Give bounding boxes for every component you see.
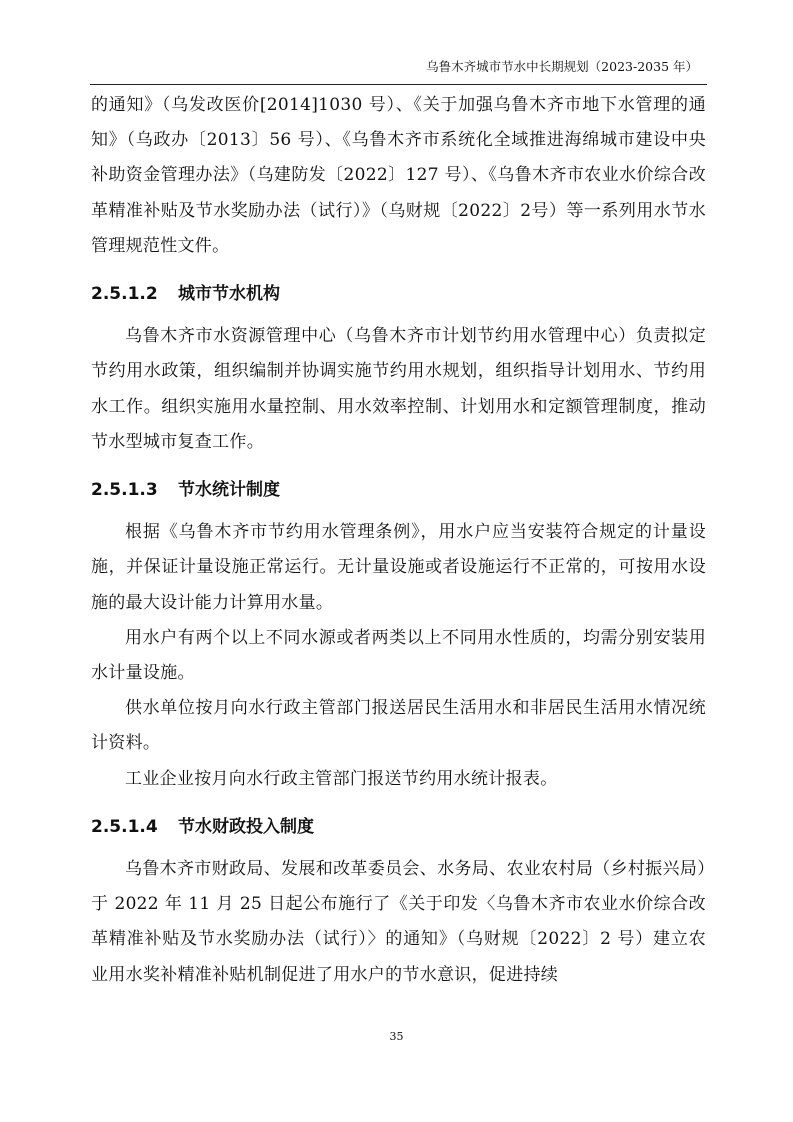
page-number: 35 bbox=[389, 1030, 404, 1043]
paragraph: 用水户有两个以上不同水源或者两类以上不同用水性质的，均需分别安装用水计量设施。 bbox=[91, 627, 706, 684]
section-title: 节水统计制度 bbox=[178, 480, 280, 501]
section-title: 节水财政投入制度 bbox=[178, 816, 314, 837]
paragraph: 工业企业按月向水行政主管部门报送节约用水统计报表。 bbox=[125, 768, 558, 789]
section-number: 2.5.1.4 bbox=[91, 816, 158, 837]
section-number: 2.5.1.3 bbox=[91, 480, 158, 501]
section-heading-2-5-1-4 bbox=[91, 797, 706, 852]
page-content bbox=[91, 88, 706, 993]
paragraph: 乌鲁木齐市水资源管理中心（乌鲁木齐市计划节约用水管理中心）负责拟定节约用水政策，组织编制并协调实施节约用水规划，组织指导计划用水、节约用水工作。组织实施用水量控制、用水效率控制、计划用水和定额管理制度，推动节水型城市复查工作。 bbox=[91, 326, 706, 452]
paragraph: 乌鲁木齐市财政局、发展和改革委员会、水务局、农业农村局（乡村振兴局）于 2022 年 11 月 25 日起公布施行了《关于印发〈乌鲁木齐市农业水价综合改革精准补贴及节水奖励办法（试行）〉的通知》（乌财规〔2022〕2 号）建立农业用水奖补精准补贴机制促进了用水户的节水意识，促进持续 bbox=[91, 859, 706, 985]
section-heading-2-5-1-3 bbox=[91, 460, 706, 515]
section-heading-2-5-1-2 bbox=[91, 264, 706, 319]
intro-paragraph: 的通知》（乌发改医价[2014]1030 号）、《关于加强乌鲁木齐市地下水管理的通知》（乌政办〔2013〕56 号）、《乌鲁木齐市系统化全域推进海绵城市建设中央补助资金管理办法》（乌建防发〔2022〕127 号）、《乌鲁木齐市农业水价综合改革精准补贴及节水奖励办法（试行）》（乌财规〔2022〕2号）等一系列用水节水管理规范性文件。 bbox=[91, 95, 706, 256]
header-rule bbox=[90, 84, 707, 85]
running-header: 乌鲁木齐城市节水中长期规划（2023-2035 年） bbox=[426, 59, 698, 74]
section-number: 2.5.1.2 bbox=[91, 284, 158, 305]
paragraph: 根据《乌鲁木齐市节约用水管理条例》，用水户应当安装符合规定的计量设施，并保证计量设施正常运行。无计量设施或者设施运行不正常的，可按用水设施的最大设计能力计算用水量。 bbox=[91, 522, 706, 613]
section-title: 城市节水机构 bbox=[178, 284, 280, 305]
paragraph: 供水单位按月向水行政主管部门报送居民生活用水和非居民生活用水情况统计资料。 bbox=[91, 698, 706, 754]
